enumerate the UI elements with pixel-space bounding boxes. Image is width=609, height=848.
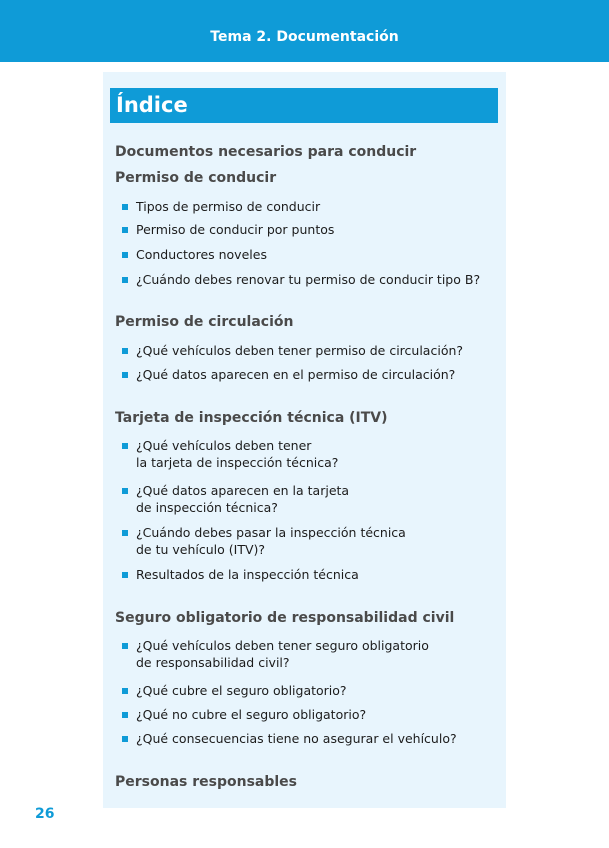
chapter-title: Tema 2. Documentación	[210, 29, 399, 45]
bullet-icon	[122, 348, 128, 354]
bullet-icon	[122, 227, 128, 233]
bullet-icon	[122, 488, 128, 494]
index-title: Índice	[116, 93, 188, 117]
bullet-icon	[122, 277, 128, 283]
bullet-icon	[122, 372, 128, 378]
bullet-icon	[122, 736, 128, 742]
bullet-icon	[122, 643, 128, 649]
bullet-icon	[122, 252, 128, 258]
section-itv: Tarjeta de inspección técnica (ITV)	[115, 410, 388, 426]
index-panel: Índice Documentos necesarios para conducir Permiso de conducir Tipos de permiso de conducir Permiso de conducir por puntos Conductores noveles ¿Cuándo debes renovar tu permiso de conducir tipo B? Permiso de circulación ¿Qué vehículos deben tener permiso de circulación? ¿Qué datos aparecen en el permiso de circulación? Tarjeta de inspección técnica (ITV) ¿Qué vehículos deben tener la tarjeta de inspección técnica? ¿Qué datos aparecen en la tarjeta de inspección técnica? ¿Cuándo debes pasar la inspección técnica de tu vehículo (ITV)? Resultados de la inspección técnica Seguro obligatorio de responsabilidad civil ¿Qué vehículos deben tener seguro obligatorio de responsabilidad civil? ¿Qué cubre el seguro obligatorio? ¿Qué no cubre el seguro obligatorio? ¿Qué consecuencias tiene no asegurar el vehículo? Personas responsables	[103, 72, 506, 808]
bullet-icon	[122, 712, 128, 718]
header-bar	[0, 0, 609, 62]
bullet-icon	[122, 572, 128, 578]
section-permiso-conducir: Permiso de conducir	[115, 170, 277, 186]
bullet-icon	[122, 688, 128, 694]
section-permiso-circulacion: Permiso de circulación	[115, 314, 294, 330]
section-documentos: Documentos necesarios para conducir	[115, 144, 417, 160]
bullet-icon	[122, 530, 128, 536]
index-header	[110, 88, 498, 123]
bullet-icon	[122, 443, 128, 449]
bullet-icon	[122, 204, 128, 210]
section-personas: Personas responsables	[115, 774, 297, 790]
page-number: 26	[35, 806, 55, 822]
section-seguro: Seguro obligatorio de responsabilidad civil	[115, 610, 455, 626]
